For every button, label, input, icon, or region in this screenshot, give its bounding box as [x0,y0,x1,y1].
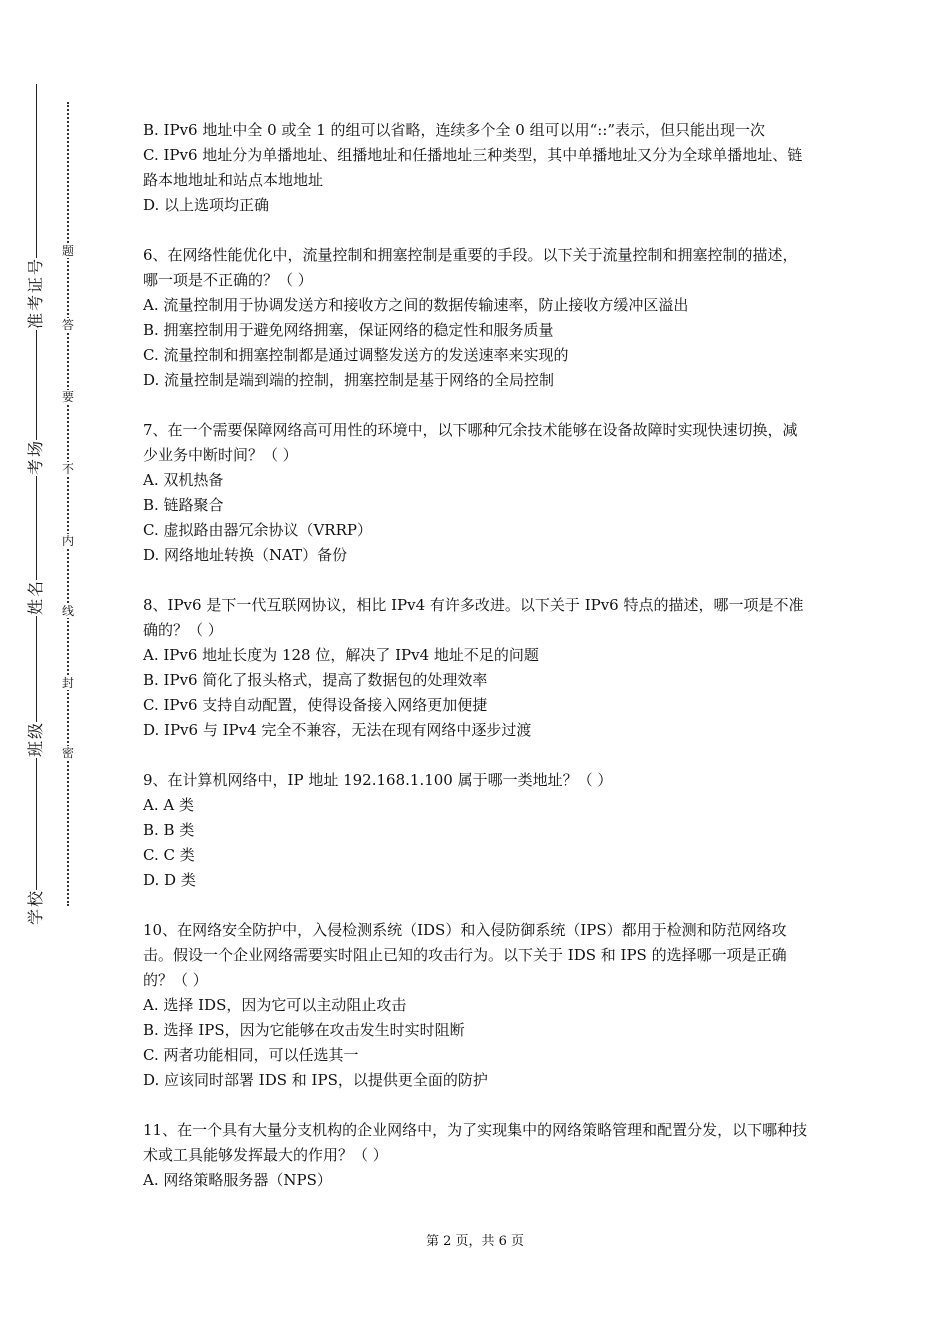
question-continued [143,118,808,218]
question-stem: 8、IPv6 是下一代互联网协议，相比 IPv4 有许多改进。以下关于 IPv6 特点的描述，哪一项是不准确的？（ ） [143,596,804,639]
question-stem: 7、在一个需要保障网络高可用性的环境中，以下哪种冗余技术能够在设备故障时实现快速切换，减少业务中断时间？（ ） [143,421,798,464]
option: C. C 类 [143,846,195,864]
page-footer: 第 2 页，共 6 页 [425,1234,525,1249]
seal-char: 要 [61,390,74,404]
seal-char: 线 [61,604,74,618]
option: A. IPv6 地址长度为 128 位，解决了 IPv4 地址不足的问题 [143,646,539,664]
option: D. 流量控制是端到端的控制，拥塞控制是基于网络的全局控制 [143,371,555,389]
option: D. 以上选项均正确 [143,196,270,214]
seal-char: 封 [61,676,74,690]
option: C. 两者功能相同，可以任选其一 [143,1046,359,1064]
question-11 [143,1118,808,1193]
option: B. 拥塞控制用于避免网络拥塞，保证网络的稳定性和服务质量 [143,321,554,339]
option: A. 网络策略服务器（NPS） [143,1171,332,1189]
exam-content [143,118,808,1193]
option: A. 双机热备 [143,471,224,489]
seal-char: 密 [61,746,74,760]
seal-char: 内 [61,534,74,548]
field-exam-number-label: 号 证 考 准 [24,258,48,330]
option: B. IPv6 简化了报头格式，提高了数据包的处理效率 [143,671,488,689]
question-6 [143,243,808,393]
binding-line [36,84,37,920]
option: D. 网络地址转换（NAT）备份 [143,546,348,564]
option: C. IPv6 支持自动配置，使得设备接入网络更加便捷 [143,696,488,714]
question-stem: 11、在一个具有大量分支机构的企业网络中，为了实现集中的网络策略管理和配置分发，以下哪种技术或工具能够发挥最大的作用？（ ） [143,1121,808,1164]
option: C. 流量控制和拥塞控制都是通过调整发送方的发送速率来实现的 [143,346,569,364]
option: B. IPv6 地址中全 0 或全 1 的组可以省略，连续多个全 0 组可以用“::”表示，但只能出现一次 [143,121,766,139]
option: A. 流量控制用于协调发送方和接收方之间的数据传输速率，防止接收方缓冲区溢出 [143,296,689,314]
field-school-label: 校 学 [24,890,48,926]
question-stem: 9、在计算机网络中，IP 地址 192.168.1.100 属于哪一类地址？（ ） [143,771,613,789]
option: B. 链路聚合 [143,496,224,514]
field-name-label: 名 姓 [24,580,48,616]
field-class-label: 级 班 [24,722,48,758]
option: A. 选择 IDS，因为它可以主动阻止攻击 [143,996,407,1014]
question-stem: 6、在网络性能优化中，流量控制和拥塞控制是重要的手段。以下关于流量控制和拥塞控制的描述，哪一项是不正确的？（ ） [143,246,798,289]
seal-char: 不 [61,462,74,476]
option: D. 应该同时部署 IDS 和 IPS，以提供更全面的防护 [143,1071,488,1089]
option: B. 选择 IPS，因为它能够在攻击发生时实时阻断 [143,1021,465,1039]
question-7 [143,418,808,568]
question-8 [143,593,808,743]
option: B. B 类 [143,821,195,839]
seal-dotted-line [67,102,69,906]
option: C. IPv6 地址分为单播地址、组播地址和任播地址三种类型，其中单播地址又分为全球单播地址、链路本地地址和站点本地地址 [143,146,803,189]
binding-margin [0,0,90,1344]
question-9 [143,768,808,893]
seal-char: 答 [61,318,74,332]
seal-char: 题 [61,244,74,258]
field-exam-room-label: 场 考 [24,440,48,476]
option: C. 虚拟路由器冗余协议（VRRP） [143,521,372,539]
option: A. A 类 [143,796,194,814]
option: D. D 类 [143,871,196,889]
option: D. IPv6 与 IPv4 完全不兼容，无法在现有网络中逐步过渡 [143,721,532,739]
question-stem: 10、在网络安全防护中，入侵检测系统（IDS）和入侵防御系统（IPS）都用于检测和防范网络攻击。假设一个企业网络需要实时阻止已知的攻击行为。以下关于 IDS 和 IPS 的选择哪一项是正确的？（ ） [143,921,787,989]
question-10 [143,918,808,1093]
